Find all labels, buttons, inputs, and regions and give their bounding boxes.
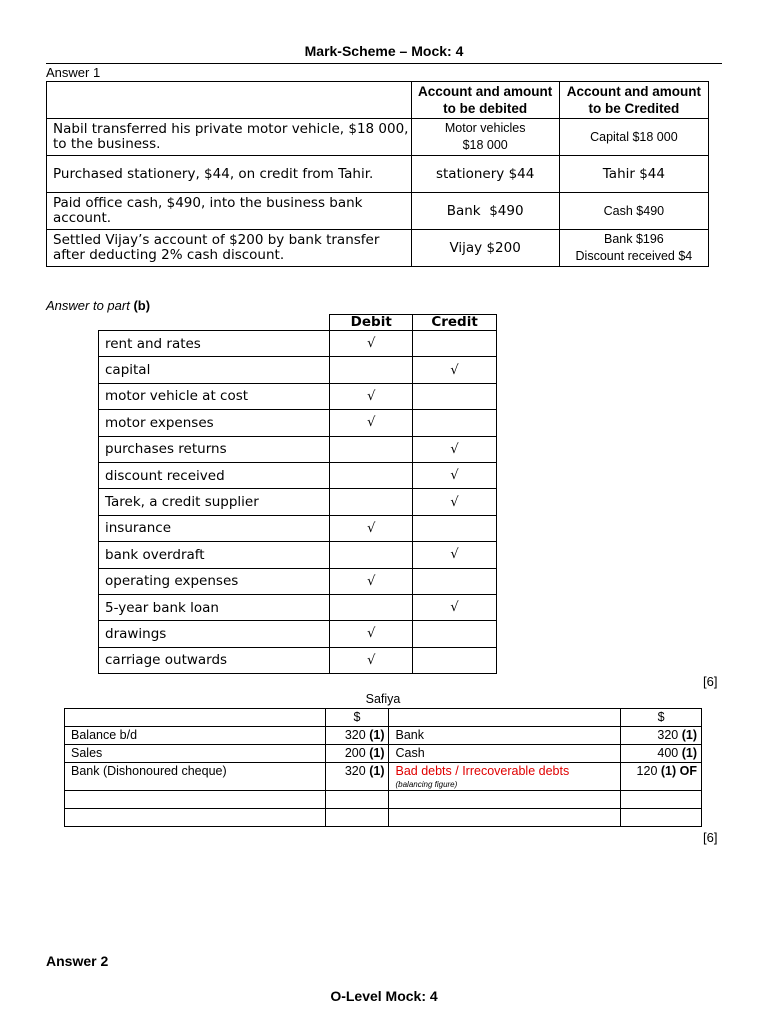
table-row <box>99 462 497 488</box>
debit-tick: √ <box>330 515 413 541</box>
credit-amount: 120 (1) OF <box>621 763 702 791</box>
partb-table <box>98 314 497 674</box>
debit-tick <box>330 436 413 462</box>
debit-desc: Sales <box>65 745 326 763</box>
debit-amount: 320 (1) <box>325 763 389 791</box>
account-name: 5-year bank loan <box>99 594 330 620</box>
credit-amount: 400 (1) <box>621 745 702 763</box>
debited-header: Account and amount to be debited <box>411 82 559 119</box>
debit-entry: Vijay $200 <box>411 230 559 267</box>
table-row <box>99 489 497 515</box>
currency-header: $ <box>325 709 389 727</box>
credit-tick: √ <box>413 594 497 620</box>
credit-tick: √ <box>413 357 497 383</box>
credit-tick <box>413 515 497 541</box>
debit-tick <box>330 542 413 568</box>
debit-tick: √ <box>330 410 413 436</box>
table-row <box>65 727 702 745</box>
answer1-header-row <box>47 82 709 119</box>
debit-tick: √ <box>330 647 413 673</box>
balancing-note: (balancing figure) <box>395 780 458 789</box>
table-row <box>65 791 702 809</box>
table-row <box>47 193 709 230</box>
debit-entry: Motor vehicles $18 000 <box>411 119 559 156</box>
debit-desc: Balance b/d <box>65 727 326 745</box>
credit-desc: Bank <box>389 727 621 745</box>
partb-header-row <box>99 315 497 331</box>
page-title: Mark-Scheme – Mock: 4 <box>304 43 464 59</box>
credit-amount: 320 (1) <box>621 727 702 745</box>
account-name: bank overdraft <box>99 542 330 568</box>
debit-tick <box>330 489 413 515</box>
transaction-desc: Purchased stationery, $44, on credit from Tahir. <box>47 156 412 193</box>
ledger-title: Safiya <box>365 692 401 706</box>
account-name: Tarek, a credit supplier <box>99 489 330 515</box>
debit-tick <box>330 594 413 620</box>
table-row <box>47 156 709 193</box>
transaction-desc: Nabil transferred his private motor vehicle, $18 000, to the business. <box>47 119 412 156</box>
account-name: operating expenses <box>99 568 330 594</box>
credit-tick <box>413 383 497 409</box>
debit-tick: √ <box>330 331 413 357</box>
table-row <box>99 357 497 383</box>
answer1-label: Answer 1 <box>46 65 101 80</box>
table-row <box>99 515 497 541</box>
table-row <box>99 647 497 673</box>
table-row <box>99 568 497 594</box>
ledger-header-row <box>65 709 702 727</box>
debit-tick: √ <box>330 568 413 594</box>
account-name: motor vehicle at cost <box>99 383 330 409</box>
blank-header <box>99 315 330 331</box>
credit-entry: Bank $196 Discount received $4 <box>559 230 708 267</box>
table-row <box>65 809 702 827</box>
ledger-table <box>64 708 702 827</box>
credit-tick: √ <box>413 462 497 488</box>
credit-tick <box>413 410 497 436</box>
debit-tick: √ <box>330 621 413 647</box>
credit-tick <box>413 621 497 647</box>
title-rule <box>46 63 722 64</box>
table-row <box>99 594 497 620</box>
debit-entry: Bank $490 <box>411 193 559 230</box>
credit-entry: Tahir $44 <box>559 156 708 193</box>
account-name: purchases returns <box>99 436 330 462</box>
account-name: carriage outwards <box>99 647 330 673</box>
credit-entry: Capital $18 000 <box>559 119 708 156</box>
debit-tick: √ <box>330 383 413 409</box>
footer-title: O-Level Mock: 4 <box>330 988 438 1004</box>
credit-desc: Cash <box>389 745 621 763</box>
table-row <box>47 119 709 156</box>
credit-tick: √ <box>413 542 497 568</box>
table-row <box>99 410 497 436</box>
account-name: capital <box>99 357 330 383</box>
transaction-desc: Paid office cash, $490, into the business bank account. <box>47 193 412 230</box>
answer1-table <box>46 81 709 267</box>
table-row <box>47 230 709 267</box>
answer2-label: Answer 2 <box>46 953 109 969</box>
account-name: rent and rates <box>99 331 330 357</box>
account-name: insurance <box>99 515 330 541</box>
credit-desc: Bad debts / Irrecoverable debts (balancing figure) <box>389 763 621 791</box>
debit-header: Debit <box>330 315 413 331</box>
account-name: motor expenses <box>99 410 330 436</box>
credit-tick <box>413 331 497 357</box>
blank-cell <box>389 709 621 727</box>
table-row <box>99 383 497 409</box>
partb-label: Answer to part (b) <box>46 298 151 313</box>
credit-entry: Cash $490 <box>559 193 708 230</box>
credit-tick <box>413 647 497 673</box>
credited-header: Account and amount to be Credited <box>559 82 708 119</box>
account-name: drawings <box>99 621 330 647</box>
currency-header: $ <box>621 709 702 727</box>
debit-tick <box>330 357 413 383</box>
ledger-marks: [6] <box>703 830 718 845</box>
debit-amount: 320 (1) <box>325 727 389 745</box>
table-row <box>99 436 497 462</box>
debit-desc: Bank (Dishonoured cheque) <box>65 763 326 791</box>
debit-entry: stationery $44 <box>411 156 559 193</box>
partb-marks: [6] <box>703 674 718 689</box>
table-row <box>99 621 497 647</box>
blank-header <box>47 82 412 119</box>
credit-tick: √ <box>413 436 497 462</box>
table-row <box>99 542 497 568</box>
transaction-desc: Settled Vijay’s account of $200 by bank transfer after deducting 2% cash discount. <box>47 230 412 267</box>
debit-tick <box>330 462 413 488</box>
blank-cell <box>65 709 326 727</box>
account-name: discount received <box>99 462 330 488</box>
credit-header: Credit <box>413 315 497 331</box>
table-row <box>99 331 497 357</box>
credit-tick: √ <box>413 489 497 515</box>
table-row <box>65 763 702 791</box>
table-row <box>65 745 702 763</box>
debit-amount: 200 (1) <box>325 745 389 763</box>
credit-tick <box>413 568 497 594</box>
